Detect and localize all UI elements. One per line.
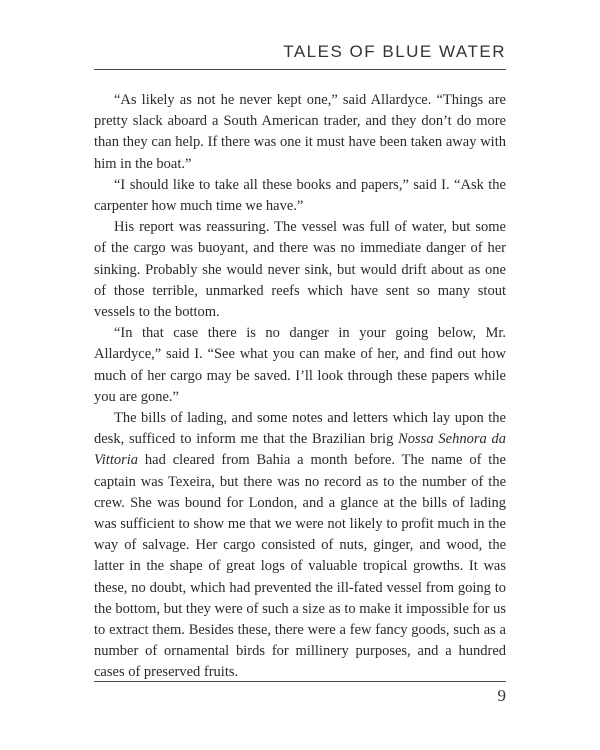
body-text [94,90,506,684]
paragraph-5-after: had cleared from Bahia a month before. The name of the captain was Texeira, but there was no record as to the number of the crew. She was bound for London, and a glance at the bills of lading was sufficient to show me that we were not likely to profit much in the way of salvage. Her cargo consisted of nuts, ginger, and wood, the latter in the shape of great logs of valuable tropical growths. It was these, no doubt, which had prevented the ill-fated vessel from going to the bottom, but they were of such a size as to make it impossible for us to extract them. Besides these, there were a few fancy goods, such as a number of ornamental birds for millinery purposes, and a hundred cases of preserved fruits. [94,452,506,681]
paragraph-5 [94,408,506,684]
paragraph-1: “As likely as not he never kept one,” said Allardyce. “Things are pretty slack aboard a South American trader, and they don’t do more than they can help. If there was one it must have been taken away with him in the boat.” [94,92,506,172]
ship-name: Nossa Sehnora da Vittoria [94,431,506,469]
paragraph-2: “I should like to take all these books and papers,” said I. “Ask the carpenter how much time we have.” [94,176,506,215]
header-rule [94,69,506,70]
paragraph-3: His report was reassuring. The vessel was full of water, but some of the cargo was buoyant, and there was no immediate danger of her sinking. Probably she would never sink, but would drift about as one of those terrible, unmarked reefs which have sent so many stout vessels to the bottom. [94,219,506,321]
footer-rule [94,681,506,682]
paragraph-4: “In that case there is no danger in your going below, Mr. Allardyce,” said I. “See what you can make of her, and find out how much of her cargo may be saved. I’ll look through these papers while you are gone.” [94,325,506,405]
running-head-title: TALES OF BLUE WATER [283,42,506,61]
paragraph-5-before: The bills of lading, and some notes and letters which lay upon the desk, sufficed to inform me that the Brazilian brig [94,410,506,448]
page-number: 9 [497,686,506,705]
